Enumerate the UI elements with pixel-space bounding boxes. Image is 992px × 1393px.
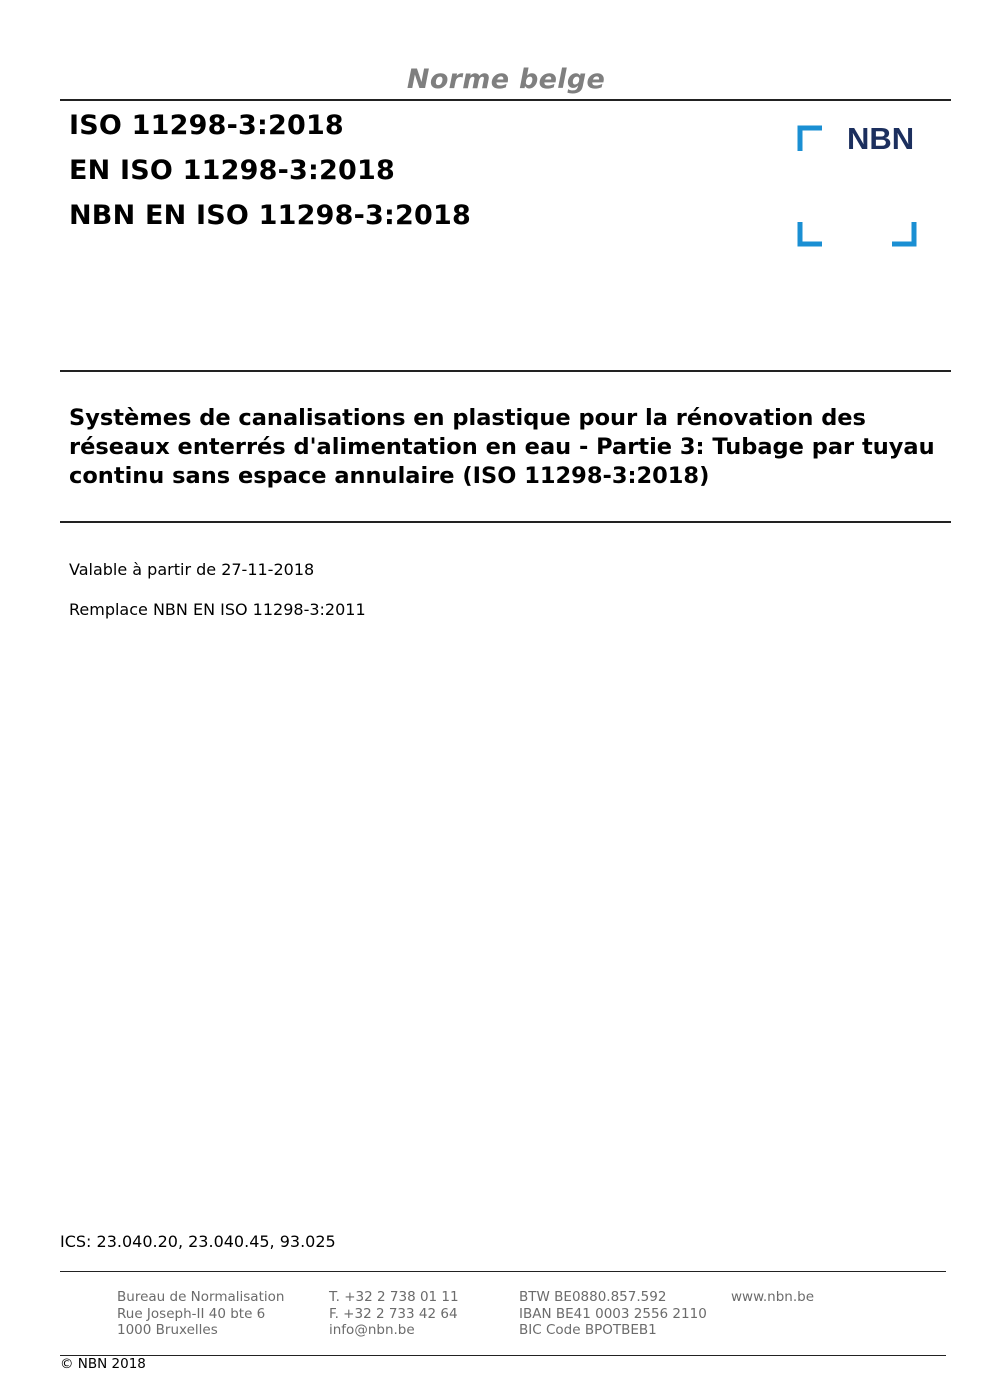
footer-address-line: Bureau de Normalisation xyxy=(117,1289,285,1305)
copyright: © NBN 2018 xyxy=(60,1356,146,1372)
logo-bracket-bottom-left xyxy=(800,222,822,244)
logo-bracket-bottom-right xyxy=(892,222,914,244)
footer-iban: IBAN BE41 0003 2556 2110 xyxy=(519,1305,707,1322)
validity-date: Valable à partir de 27-11-2018 xyxy=(69,560,315,579)
footer-top-rule xyxy=(60,1271,946,1272)
footer-address-line: Rue Joseph-II 40 bte 6 xyxy=(117,1305,266,1322)
footer-contact xyxy=(329,1289,459,1339)
title-top-rule xyxy=(60,370,951,372)
nbn-logo xyxy=(797,125,922,250)
replaces-standard: Remplace NBN EN ISO 11298-3:2011 xyxy=(69,600,366,619)
footer-address-line: 1000 Bruxelles xyxy=(117,1322,218,1338)
logo-text: NBN xyxy=(847,125,915,156)
standard-nbn-en-iso: NBN EN ISO 11298-3:2018 xyxy=(69,200,471,231)
title-bottom-rule xyxy=(60,521,951,523)
footer-fax: F. +32 2 733 42 64 xyxy=(329,1305,458,1322)
footer-phone: T. +32 2 738 01 11 xyxy=(329,1289,459,1305)
standard-iso: ISO 11298-3:2018 xyxy=(69,110,344,141)
footer-bank xyxy=(519,1289,707,1339)
footer-email[interactable]: info@nbn.be xyxy=(329,1322,415,1338)
footer-website-link[interactable]: www.nbn.be xyxy=(731,1289,815,1305)
logo-bracket-top-left xyxy=(800,128,822,151)
ics-codes: ICS: 23.040.20, 23.040.45, 93.025 xyxy=(60,1232,336,1251)
footer-address xyxy=(117,1289,284,1339)
footer-bottom-rule xyxy=(60,1355,946,1356)
document-type-label: Norme belge xyxy=(406,64,606,95)
footer-web xyxy=(731,1289,814,1306)
footer-bic: BIC Code BPOTBEB1 xyxy=(519,1322,657,1338)
footer-vat: BTW BE0880.857.592 xyxy=(519,1289,667,1305)
document-title: Systèmes de canalisations en plastique pour la rénovation des réseaux enterrés d'alimentation en eau - Partie 3: Tubage par tuyau continu sans espace annulaire (ISO 11298-3:2018) xyxy=(69,405,935,489)
standard-en-iso: EN ISO 11298-3:2018 xyxy=(69,155,395,186)
header-rule xyxy=(60,99,951,101)
